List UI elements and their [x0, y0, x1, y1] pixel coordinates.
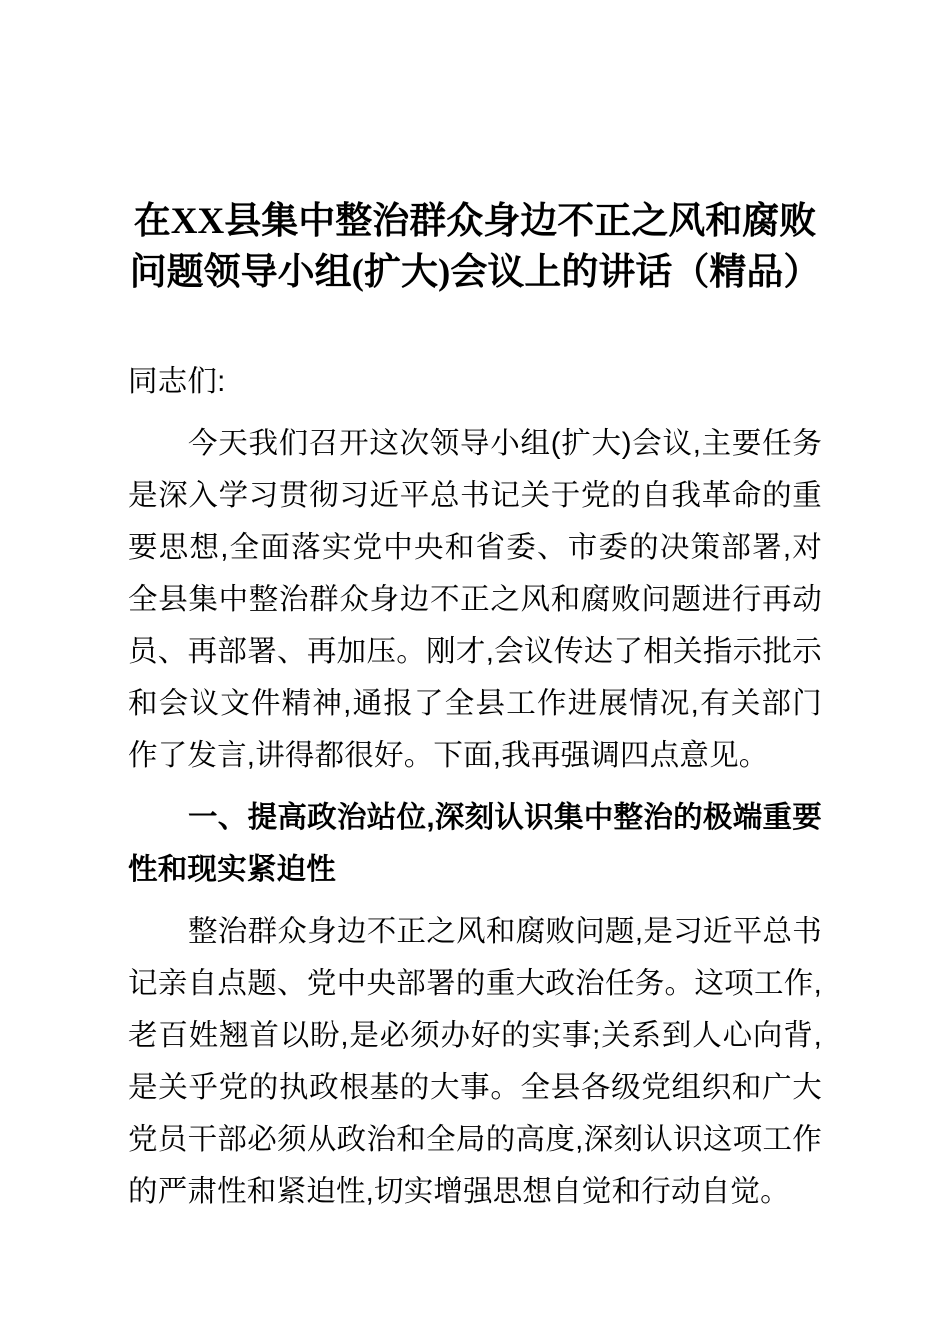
salutation: 同志们:	[128, 365, 226, 398]
document-title: 在XX县集中整治群众身边不正之风和腐败问题领导小组(扩大)会议上的讲话（精品）	[129, 201, 821, 293]
document-content-column	[128, 0, 822, 1218]
paragraph-intro: 今天我们召开这次领导小组(扩大)会议,主要任务是深入学习贯彻习近平总书记关于党的自我革命的重要思想,全面落实党中央和省委、市委的决策部署,对全县集中整治群众身边不正之风和腐败问题进行再动员、再部署、再加压。刚才,会议传达了相关指示批示和会议文件精神,通报了全县工作进展情况,有关部门作了发言,讲得都很好。下面,我再强调四点意见。	[128, 427, 822, 772]
paragraph-section-1-body: 整治群众身边不正之风和腐败问题,是习近平总书记亲自点题、党中央部署的重大政治任务。这项工作,老百姓翘首以盼,是必须办好的实事;关系到人心向背,是关乎党的执政根基的大事。全县各级党组织和广大党员干部必须从政治和全局的高度,深刻认识这项工作的严肃性和紧迫性,切实增强思想自觉和行动自觉。	[128, 915, 822, 1208]
section-heading-1: 一、提高政治站位,深刻认识集中整治的极端重要性和现实紧迫性	[128, 801, 822, 886]
